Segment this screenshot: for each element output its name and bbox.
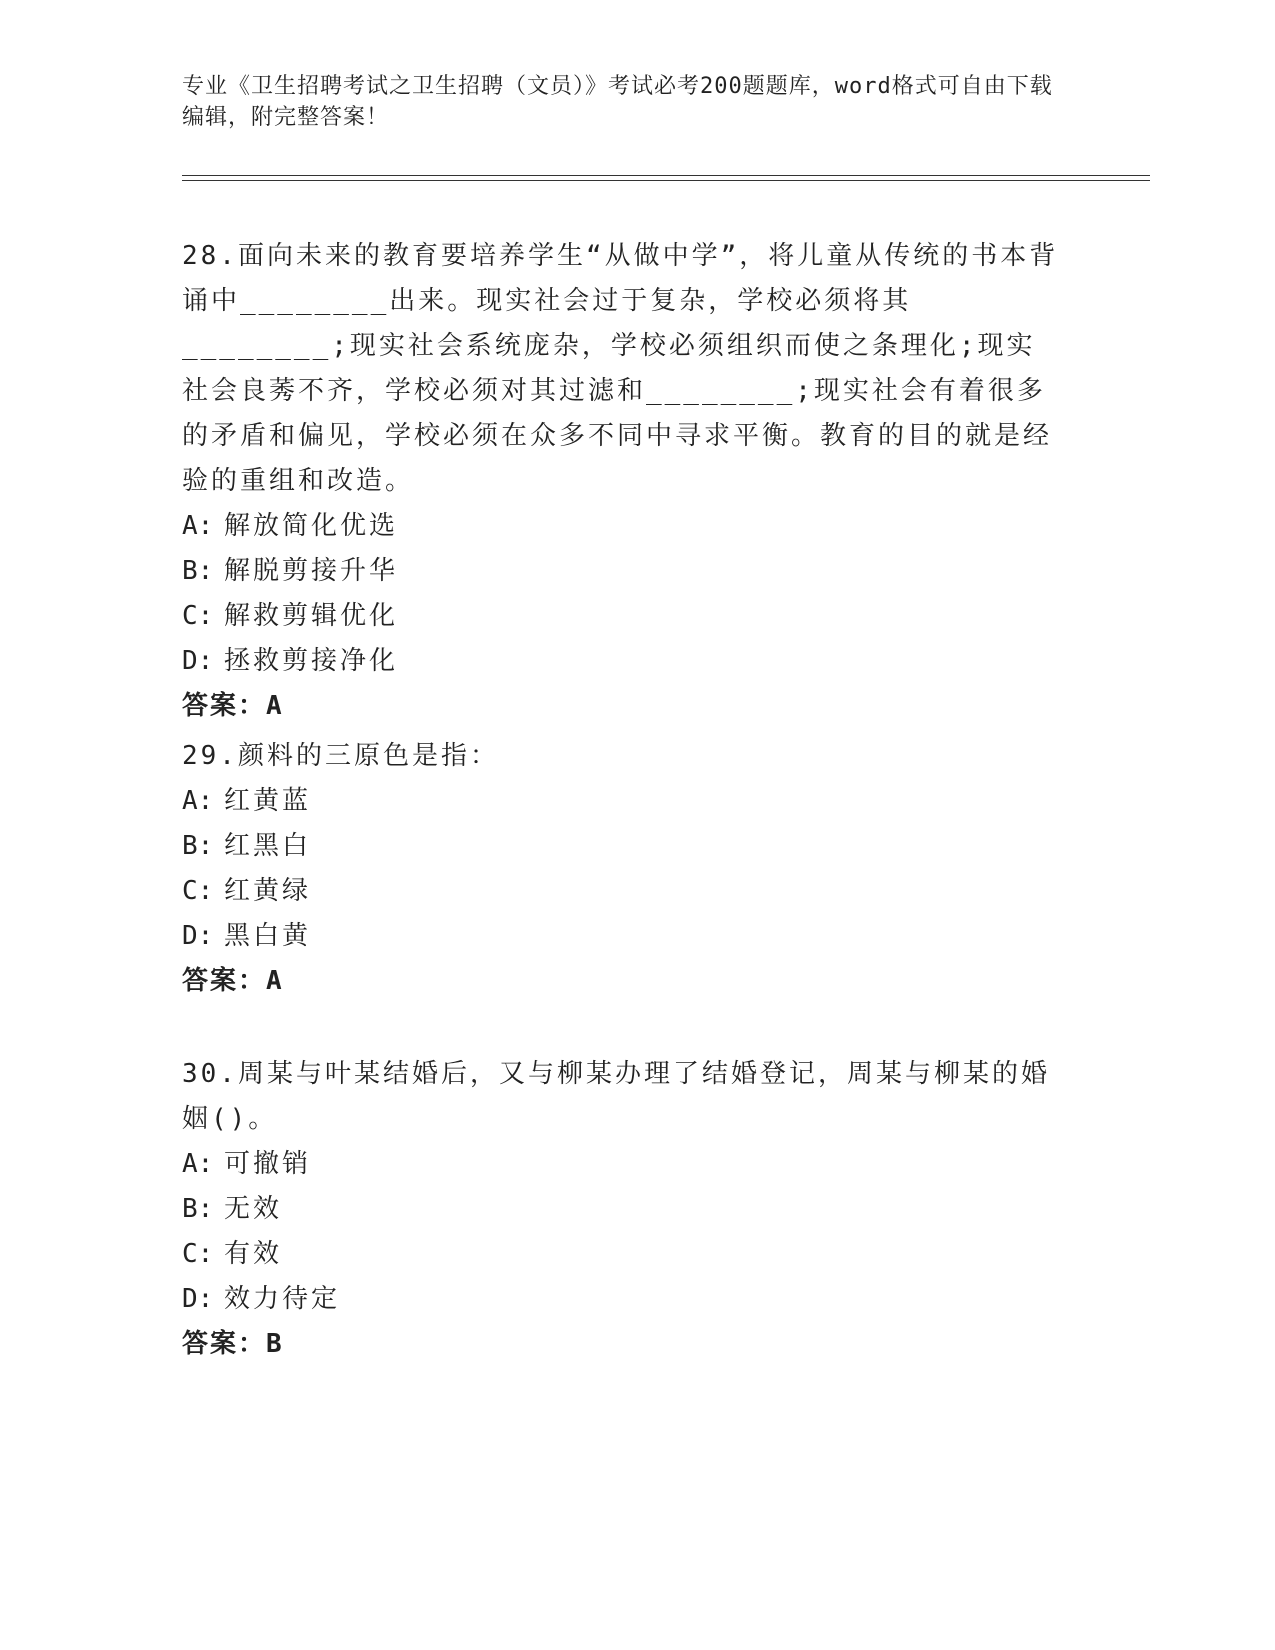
option-letter: B: — [182, 1194, 214, 1224]
option-text: 红黑白 — [224, 831, 312, 861]
question-28 — [182, 234, 1062, 729]
header-divider-top — [182, 175, 1150, 176]
option-b — [182, 549, 1062, 594]
option-text: 解救剪辑优化 — [224, 601, 399, 631]
option-text: 红黄蓝 — [224, 786, 312, 816]
option-text: 拯救剪接净化 — [224, 646, 399, 676]
question-stem: 29.颜料的三原色是指： — [182, 741, 499, 771]
option-c — [182, 1232, 1062, 1277]
option-d — [182, 639, 1062, 684]
option-text: 解放简化优选 — [224, 511, 399, 541]
question-30 — [182, 1052, 1062, 1367]
option-letter: B: — [182, 831, 214, 861]
option-d — [182, 1277, 1062, 1322]
option-text: 黑白黄 — [224, 921, 312, 951]
option-text: 红黄绿 — [224, 876, 312, 906]
option-letter: D: — [182, 921, 214, 951]
option-letter: C: — [182, 1239, 214, 1269]
option-letter: A: — [182, 511, 214, 541]
option-text: 效力待定 — [224, 1284, 341, 1314]
option-a — [182, 504, 1062, 549]
option-a — [182, 779, 1062, 824]
option-letter: C: — [182, 601, 214, 631]
option-a — [182, 1142, 1062, 1187]
option-text: 无效 — [224, 1194, 283, 1224]
question-29 — [182, 734, 1062, 1004]
option-letter: B: — [182, 556, 214, 586]
option-text: 解脱剪接升华 — [224, 556, 399, 586]
option-letter: C: — [182, 876, 214, 906]
option-d — [182, 914, 1062, 959]
question-stem: 30.周某与叶某结婚后，又与柳某办理了结婚登记，周某与柳某的婚姻()。 — [182, 1059, 1050, 1134]
option-letter: D: — [182, 1284, 214, 1314]
answer-line: 答案：B — [182, 1329, 284, 1359]
option-text: 有效 — [224, 1239, 283, 1269]
question-stem: 28.面向未来的教育要培养学生“从做中学”，将儿童从传统的书本背诵中________出来。现实社会过于复杂，学校必须将其________;现实社会系统庞杂，学校必须组织而使之条理化;现实社会良莠不齐，学校必须对其过滤和________;现实社会有着很多的矛盾和偏见，学校必须在众多不同中寻求平衡。教育的目的就是经验的重组和改造。 — [182, 241, 1059, 496]
document-header: 专业《卫生招聘考试之卫生招聘（文员）》考试必考200题题库，word格式可自由下载编辑，附完整答案！ — [182, 74, 1053, 130]
header-divider-bottom — [182, 180, 1150, 181]
option-letter: A: — [182, 786, 214, 816]
option-c — [182, 869, 1062, 914]
option-letter: D: — [182, 646, 214, 676]
option-b — [182, 824, 1062, 869]
option-c — [182, 594, 1062, 639]
option-letter: A: — [182, 1149, 214, 1179]
option-b — [182, 1187, 1062, 1232]
answer-line: 答案：A — [182, 966, 284, 996]
option-text: 可撤销 — [224, 1149, 312, 1179]
answer-line: 答案：A — [182, 691, 284, 721]
